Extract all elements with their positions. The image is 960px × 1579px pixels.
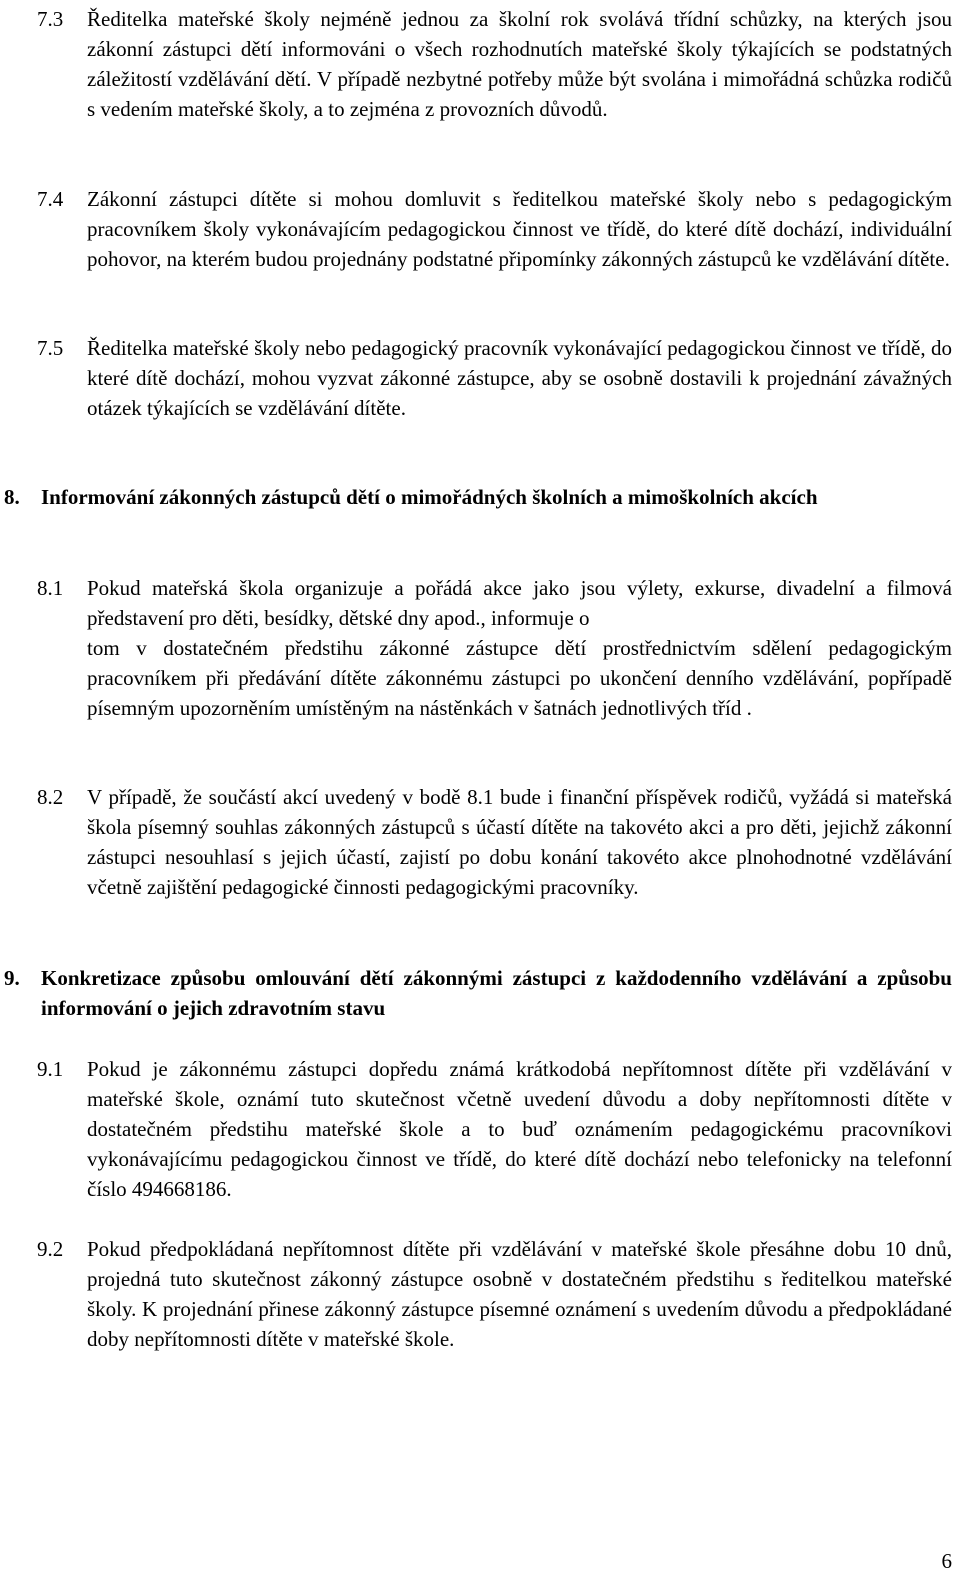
paragraph-number: 9.2 <box>37 1237 64 1261</box>
paragraph-text: Ředitelka mateřské školy nebo pedagogický pracovník vykonávající pedagogickou činnost ve třídě, do které dítě dochází, mohou vyzvat zákonné zástupce, aby se osobně dostavili k projednání závažných otázek týkajících se vzdělávání dítěte. <box>87 336 952 420</box>
paragraph-text: Pokud je zákonnému zástupci dopředu známá krátkodobá nepřítomnost dítěte při vzdělávání v mateřské škole, oznámí tuto skutečnost včetně uvedení důvodu a doby nepřítomnosti dítěte v dostatečném předstihu mateřské škole a to buď oznámením pedagogickému pracovníkovi vykonávajícímu pedagogickou činnost ve třídě, do které dítě dochází nebo telefonicky na telefonní číslo 494668186. <box>87 1057 952 1201</box>
paragraph-8-2 <box>37 782 952 932</box>
section-title: Konkretizace způsobu omlouvání dětí zákonnými zástupci z každodenního vzdělávání a způsobu informování o jejich zdravotním stavu <box>41 966 952 1020</box>
paragraph-text: Pokud předpokládaná nepřítomnost dítěte při vzdělávání v mateřské škole přesáhne dobu 10 dnů, projedná tuto skutečnost zákonný zástupce osobně v dostatečném předstihu s ředitelkou mateřské školy. K projednání přinese zákonný zástupce písemné oznámení s uvedením důvodu a předpokládané doby nepřítomnosti dítěte v mateřské škole. <box>87 1237 952 1351</box>
paragraph-number: 8.1 <box>37 576 64 600</box>
paragraph-7-3 <box>37 4 952 154</box>
paragraph-7-4 <box>37 184 952 304</box>
paragraph-text-part-2: tom v dostatečném předstihu zákonné zástupce dětí prostřednictvím sdělení pedagogickým pracovníkem při předávání dítěte zákonnému zástupci po ukončení denního vzdělávání, popřípadě písemným upozorněním umístěným na nástěnkách v šatnách jednotlivých tříd . <box>87 636 952 720</box>
section-title: Informování zákonných zástupců dětí o mimořádných školních a mimoškolních akcích <box>41 485 818 509</box>
paragraph-text: Ředitelka mateřské školy nejméně jednou za školní rok svolává třídní schůzky, na kterých jsou zákonní zástupci dětí informováni o všech rozhodnutích mateřské školy týkajících se podstatných záležitostí vzdělávání dětí. V případě nezbytné potřeby může být svolána i mimořádná schůzka rodičů s vedením mateřské školy, a to zejména z provozních důvodů. <box>87 7 952 121</box>
paragraph-text-part-1: Pokud mateřská škola organizuje a pořádá akce jako jsou výlety, exkurse, divadelní a filmová představení pro děti, besídky, dětské dny apod., informuje o <box>87 576 952 630</box>
paragraph-9-2 <box>37 1234 952 1384</box>
page-number: 6 <box>941 1549 952 1573</box>
section-heading-9 <box>4 963 952 1023</box>
paragraph-number: 8.2 <box>37 785 64 809</box>
paragraph-number: 7.3 <box>37 7 64 31</box>
paragraph-9-1 <box>37 1054 952 1204</box>
section-number: 9. <box>4 966 20 990</box>
paragraph-8-1 <box>37 573 952 753</box>
paragraph-number: 7.5 <box>37 336 64 360</box>
paragraph-number: 9.1 <box>37 1057 64 1081</box>
section-heading-8 <box>4 482 952 542</box>
section-number: 8. <box>4 485 20 509</box>
paragraph-text: Zákonní zástupci dítěte si mohou domluvit s ředitelkou mateřské školy nebo s pedagogickým pracovníkem školy vykonávajícím pedagogickou činnost ve třídě, do které dítě dochází, individuální pohovor, na kterém budou projednány podstatné připomínky zákonných zástupců ke vzdělávání dítěte. <box>87 187 952 271</box>
paragraph-7-5 <box>37 333 952 453</box>
paragraph-text: V případě, že součástí akcí uvedený v bodě 8.1 bude i finanční příspěvek rodičů, vyžádá si mateřská škola písemný souhlas zákonných zástupců s účastí dítěte na takovéto akci a pro děti, jejichž zákonní zástupci nesouhlasí s jejich účastí, zajistí po dobu konání takovéto akce plnohodnotné vzdělávání včetně zajištění pedagogické činnosti pedagogickými pracovníky. <box>87 785 952 899</box>
paragraph-number: 7.4 <box>37 187 64 211</box>
